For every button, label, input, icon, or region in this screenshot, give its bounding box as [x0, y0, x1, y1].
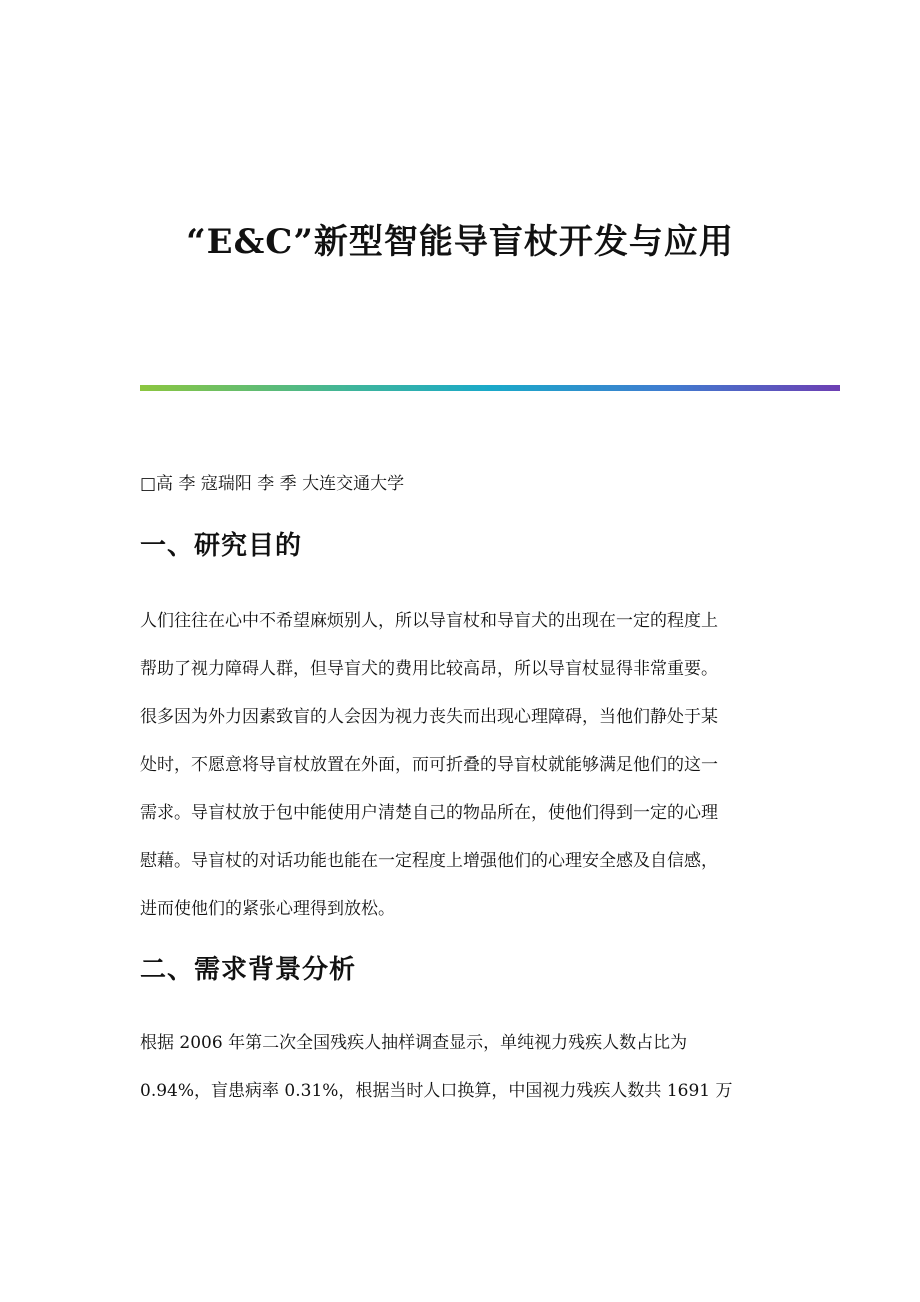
section-heading-background: 二、需求背景分析 [140, 955, 357, 985]
body-line: 进而使他们的紧张心理得到放松。 [140, 899, 395, 919]
section-body-purpose [140, 597, 780, 933]
body-line: 慰藉。导盲杖的对话功能也能在一定程度上增强他们的心理安全感及自信感， [140, 851, 718, 871]
body-line: 0.94%，盲患病率 0.31%，根据当时人口换算，中国视力残疾人数共 1691 万 [140, 1081, 733, 1101]
body-line: 需求。导盲杖放于包中能使用户清楚自己的物品所在，使他们得到一定的心理 [140, 803, 718, 823]
body-line: 很多因为外力因素致盲的人会因为视力丧失而出现心理障碍，当他们静处于某 [140, 707, 718, 727]
paper-title: “E&C”新型智能导盲杖开发与应用 [186, 222, 734, 262]
section-heading-purpose: 一、研究目的 [140, 531, 303, 561]
body-line: 人们往往在心中不希望麻烦别人，所以导盲杖和导盲犬的出现在一定的程度上 [140, 611, 718, 631]
title-divider [140, 385, 840, 391]
author-line: □高 李 寇瑞阳 李 季 大连交通大学 [140, 474, 405, 494]
body-line: 根据 2006 年第二次全国残疾人抽样调查显示，单纯视力残疾人数占比为 [140, 1033, 688, 1053]
body-line: 帮助了视力障碍人群，但导盲犬的费用比较高昂，所以导盲杖显得非常重要。 [140, 659, 718, 679]
body-line: 处时，不愿意将导盲杖放置在外面，而可折叠的导盲杖就能够满足他们的这一 [140, 755, 718, 775]
section-body-background [140, 1019, 780, 1115]
